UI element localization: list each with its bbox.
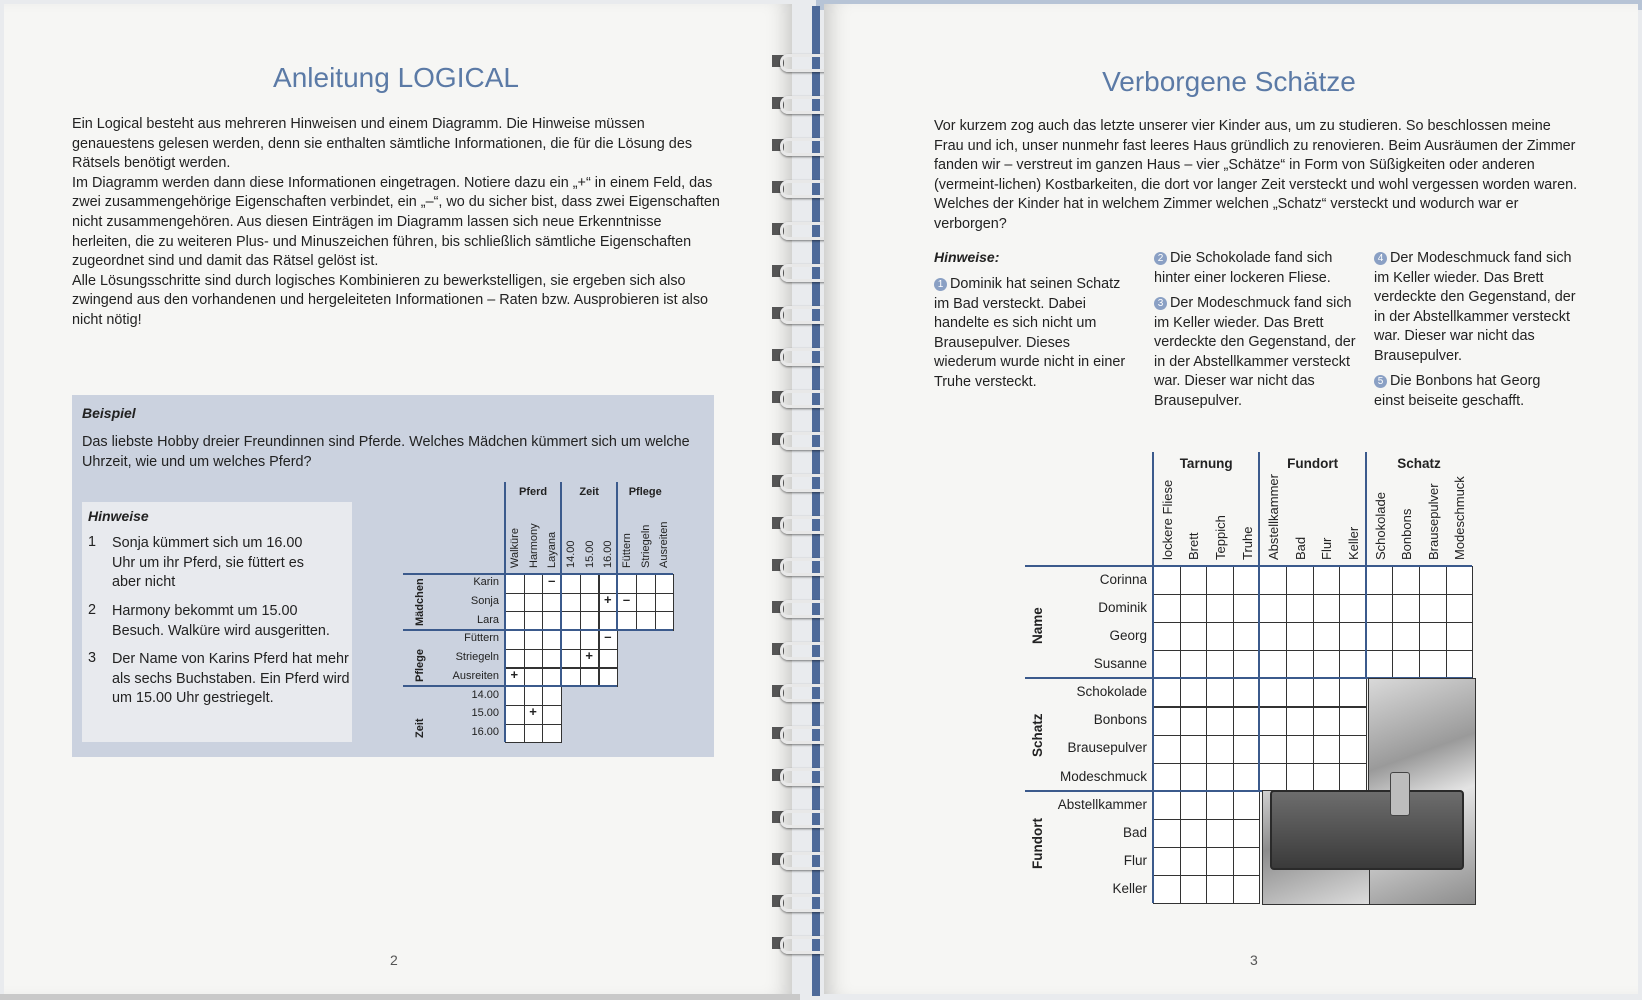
grid-cell [655, 593, 675, 613]
hint-text: Der Name von Karins Pferd hat mehr als sechs Buchstaben. Ein Pferd wird um 15.00 Uhr gestriegelt. [112, 651, 350, 707]
grid-cell [1180, 707, 1208, 736]
column-group-label: Tarnung [1179, 456, 1233, 471]
grid-cell [1153, 763, 1181, 792]
grid-cell [1339, 650, 1367, 679]
column-label: 16.00 [602, 540, 615, 568]
treasure-chest-lock [1390, 772, 1410, 816]
column-label: Ausreiten [658, 521, 671, 568]
grid-cell [1206, 650, 1234, 679]
grid-cell [1153, 819, 1181, 848]
grid-cell [580, 574, 600, 594]
book-cover-edge-left [0, 994, 800, 1000]
grid-cell [1206, 678, 1234, 707]
grid-mark: – [548, 573, 556, 588]
row-label: Schokolade [1076, 684, 1147, 700]
column-group-label: Pflege [628, 486, 662, 498]
row-label: Striegeln [455, 651, 499, 664]
grid-cell [1392, 650, 1420, 679]
grid-mark: – [604, 629, 612, 645]
grid-cell [1180, 819, 1208, 848]
grid-cell [1180, 678, 1208, 707]
group-separator [1152, 452, 1154, 903]
column-label: Schokolade [1372, 492, 1388, 560]
row-label: Corinna [1099, 571, 1147, 587]
hint-text: Harmony bekommt um 15.00 Besuch. Walküre wird ausgeritten. [112, 603, 330, 639]
grid-cell [1339, 678, 1367, 707]
grid-cell [1233, 566, 1261, 595]
hint-number-badge: 5 [1374, 375, 1387, 388]
grid-cell [524, 593, 544, 613]
grid-cell [1153, 791, 1181, 820]
hint-number: 3 [88, 650, 97, 666]
grid-cell [1180, 875, 1208, 904]
hints-heading: Hinweise: [934, 249, 1000, 265]
column-label: Flur [1319, 537, 1335, 560]
grid-mark: + [585, 647, 593, 663]
group-separator [403, 685, 617, 687]
grid-cell [1446, 566, 1474, 595]
grid-cell [505, 686, 525, 706]
grid-cell [1259, 735, 1287, 764]
grid-cell [1313, 622, 1341, 651]
grid-cell [1366, 622, 1394, 651]
row-label: 16.00 [471, 725, 499, 738]
row-label: Brausepulver [1067, 740, 1147, 756]
paragraph: Alle Lösungsschritte sind durch logisches Kombinieren zu bewerkstelligen, sie ergeben sich also zwingend aus den vorhandenen und hergeleiteten Informationen – Raten bzw. Ausprobieren ist also nicht nötig! [72, 272, 709, 328]
row-label: Lara [476, 613, 499, 626]
row-label: Modeschmuck [1059, 768, 1147, 784]
row-group-label: Fundort [1030, 818, 1045, 869]
grid-cell [1180, 566, 1208, 595]
column-label: Walküre [508, 528, 521, 568]
row-label: Susanne [1093, 656, 1147, 672]
row-label: 15.00 [471, 707, 499, 720]
grid-cell [1206, 735, 1234, 764]
grid-mark: + [529, 703, 537, 719]
column-label: Füttern [621, 533, 634, 568]
row-label: Flur [1123, 852, 1147, 868]
page-number: 2 [390, 952, 398, 968]
example-intro: Das liebste Hobby dreier Freundinnen sind Pferde. Welches Mädchen kümmert sich um welche Uhrzeit, wie und um welches Pferd? [82, 434, 690, 470]
grid-cell [1339, 763, 1367, 792]
row-label: Bonbons [1093, 712, 1147, 728]
grid-cell [1313, 594, 1341, 623]
column-label: Abstellkammer [1266, 474, 1282, 560]
grid-cell [1259, 622, 1287, 651]
column-label: Bonbons [1399, 508, 1415, 560]
grid-cell [1339, 594, 1367, 623]
row-label: Sonja [470, 595, 499, 608]
grid-cell [524, 649, 544, 669]
column-label: Modeschmuck [1452, 476, 1468, 560]
grid-cell [1233, 763, 1261, 792]
grid-cell [1286, 678, 1314, 707]
column-label: Layana [546, 531, 559, 568]
row-label: Bad [1122, 824, 1147, 840]
grid-cell [1206, 819, 1234, 848]
grid-mark: + [604, 591, 612, 607]
group-separator [1258, 452, 1260, 791]
column-label: Teppich [1213, 515, 1228, 560]
grid-cell [1153, 566, 1181, 595]
group-separator [1025, 565, 1472, 567]
grid-cell [1313, 566, 1341, 595]
example-hints-box [82, 502, 352, 742]
page-title: Verborgene Schätze [1102, 66, 1356, 97]
grid-cell [1366, 594, 1394, 623]
grid-cell [1233, 735, 1261, 764]
column-group-label: Pferd [518, 486, 548, 498]
grid-cell [1392, 622, 1420, 651]
grid-cell [1366, 650, 1394, 679]
grid-cell [1180, 650, 1208, 679]
hint-number-badge: 3 [1154, 297, 1167, 310]
row-group-label: Schatz [1030, 713, 1045, 757]
row-label: Abstellkammer [1057, 796, 1147, 812]
paragraph: Im Diagramm werden dann diese Informationen eingetragen. Notiere dazu ein „+“ in einem Feld, das zwei zusammengehörige Eigenschaften verbindet, ein „–“, wo du sicher bist, dass zwei Eigenschaften nicht zusammengehören. Aus diesen Einträgen im Diagramm lassen sich neue Erkenntnisse herleiten, die zu weiteren Plus- und Minuszeichen führen, bis schließlich sämtliche Eigenschaften zugeordnet sind und damit das Rätsel gelöst ist. [72, 174, 720, 270]
grid-cell [1206, 763, 1234, 792]
puzzle-intro: Vor kurzem zog auch das letzte unserer vier Kinder aus, um zu studieren. So beschlossen meine Frau und ich, unser nunmehr fast leeres Haus gründlich zu renovieren. Beim Ausräumen der Zimmer fanden wir – verstreut im ganzen Haus – vier „Schätze“ in Form von Süßigkeiten oder anderen (vermeint-lichen) Kostbarkeiten, die dort vor langer Zeit versteckt und wohl vergessen worden waren. Welches der Kinder hat in welchem Zimmer welchen „Schatz“ versteckt und wodurch war er verborgen? [934, 118, 1578, 232]
column-group-label: Schatz [1397, 456, 1441, 471]
column-label: lockere Fliese [1159, 479, 1175, 560]
grid-cell [1153, 875, 1181, 904]
group-separator [403, 573, 673, 575]
grid-cell [1153, 678, 1181, 707]
grid-cell [1180, 763, 1208, 792]
grid-cell [1233, 650, 1261, 679]
row-label: Keller [1112, 880, 1147, 896]
grid-cell [599, 649, 619, 669]
grid-cell [1286, 735, 1314, 764]
column-group-label: Fundort [1287, 456, 1339, 471]
page-title: Anleitung LOGICAL [273, 62, 519, 93]
grid-cell [1153, 622, 1181, 651]
grid-cell [1313, 707, 1341, 736]
row-label: Georg [1109, 628, 1147, 643]
grid-cell [655, 574, 675, 594]
hint-number: 1 [88, 534, 97, 550]
hint-number-badge: 2 [1154, 252, 1167, 265]
grid-cell [1233, 707, 1261, 736]
grid-cell [1233, 819, 1261, 848]
column-label: 15.00 [583, 540, 596, 568]
grid-cell [1446, 594, 1474, 623]
grid-cell [1233, 622, 1261, 651]
row-label: 14.00 [471, 688, 499, 701]
row-group-label: Name [1030, 607, 1045, 645]
grid-cell [1206, 875, 1234, 904]
grid-cell [505, 593, 525, 613]
grid-cell [561, 630, 581, 650]
grid-cell [524, 630, 544, 650]
grid-cell [505, 630, 525, 650]
grid-cell [1153, 707, 1181, 736]
grid-cell [524, 724, 544, 744]
group-separator [403, 629, 673, 631]
grid-cell [1259, 566, 1287, 595]
row-label: Karin [473, 576, 499, 589]
example-hints-heading: Hinweise [88, 508, 149, 524]
grid-cell [1233, 791, 1261, 820]
treasure-chest-body [1270, 790, 1464, 870]
grid-cell [1180, 594, 1208, 623]
grid-cell [561, 649, 581, 669]
grid-cell [1392, 594, 1420, 623]
hint-text: Sonja kümmert sich um 16.00 Uhr um ihr Pferd, sie füttert es aber nicht [112, 535, 304, 591]
grid-cell [1392, 566, 1420, 595]
grid-cell [1313, 678, 1341, 707]
grid-cell [1206, 566, 1234, 595]
column-label: 14.00 [564, 540, 577, 568]
hint-text: Der Modeschmuck fand sich im Keller wieder. Das Brett verdeckte den Gegenstand, der in der Abstellkammer versteckt war. Dieser war nicht das Brausepulver. [1154, 295, 1356, 409]
grid-cell [1233, 594, 1261, 623]
column-label: Truhe [1239, 526, 1255, 560]
page-number: 3 [1250, 952, 1258, 968]
grid-cell [505, 705, 525, 725]
row-label: Dominik [1098, 599, 1147, 615]
grid-cell [1206, 847, 1234, 876]
group-separator [504, 482, 506, 742]
grid-cell [1446, 650, 1474, 679]
grid-cell [524, 574, 544, 594]
grid-cell [1446, 622, 1474, 651]
hint-5 [1374, 372, 1574, 411]
column-label: Brett [1186, 532, 1202, 560]
column-label: Keller [1346, 526, 1361, 560]
grid-cell [1259, 763, 1287, 792]
grid-cell [1206, 622, 1234, 651]
grid-cell [1233, 847, 1261, 876]
grid-mark: – [622, 591, 631, 607]
grid-cell [561, 593, 581, 613]
grid-cell [1259, 707, 1287, 736]
hint-number: 2 [88, 602, 97, 618]
grid-mark: + [510, 666, 519, 682]
grid-cell [1286, 622, 1314, 651]
grid-cell [1419, 594, 1447, 623]
grid-cell [580, 593, 600, 613]
grid-cell [1419, 622, 1447, 651]
grid-cell [1180, 791, 1208, 820]
instructions-text [72, 115, 722, 331]
grid-cell [1339, 735, 1367, 764]
example-heading: Beispiel [82, 405, 136, 421]
row-group-label: Zeit [414, 718, 426, 739]
grid-cell [636, 574, 656, 594]
row-label: Ausreiten [452, 669, 499, 682]
hint-4 [1374, 249, 1579, 367]
column-label: Harmony [527, 523, 540, 568]
grid-cell [1366, 566, 1394, 595]
grid-cell [1313, 650, 1341, 679]
hint-1 [934, 275, 1134, 393]
grid-cell [1233, 678, 1261, 707]
grid-cell [1180, 622, 1208, 651]
grid-cell [505, 724, 525, 744]
grid-cell [1286, 566, 1314, 595]
grid-cell [1339, 622, 1367, 651]
column-label: Bad [1292, 536, 1308, 560]
grid-cell [1153, 735, 1181, 764]
grid-cell [1313, 763, 1341, 792]
grid-cell [561, 574, 581, 594]
grid-cell [1286, 707, 1314, 736]
column-label: Brausepulver [1425, 483, 1441, 560]
grid-cell [1313, 735, 1341, 764]
hint-3 [1154, 294, 1359, 412]
grid-cell [1339, 707, 1367, 736]
grid-cell [1286, 763, 1314, 792]
grid-cell [1419, 650, 1447, 679]
grid-cell [1153, 847, 1181, 876]
grid-cell [636, 593, 656, 613]
column-label: Striegeln [639, 524, 652, 568]
hint-2 [1154, 249, 1354, 288]
grid-cell [1259, 678, 1287, 707]
row-group-label: Pflege [414, 649, 426, 683]
grid-cell [1286, 594, 1314, 623]
row-group-label: Mädchen [414, 578, 426, 627]
hint-text: Die Schokolade fand sich hinter einer lockeren Fliese. [1154, 250, 1333, 286]
grid-cell [542, 686, 562, 706]
grid-cell [542, 724, 562, 744]
grid-cell [1153, 650, 1181, 679]
row-label: Füttern [464, 632, 499, 645]
hint-text: Dominik hat seinen Schatz im Bad versteckt. Dabei handelte es sich nicht um Brausepulver. Dieses wiederum wurde nicht in einer Truhe versteckt. [934, 276, 1126, 390]
grid-cell [1339, 566, 1367, 595]
grid-cell [1419, 566, 1447, 595]
hint-number-badge: 4 [1374, 252, 1387, 265]
grid-cell [1286, 650, 1314, 679]
grid-cell [1259, 650, 1287, 679]
grid-cell [1153, 594, 1181, 623]
hint-number-badge: 1 [934, 278, 947, 291]
column-group-label: Zeit [579, 486, 599, 498]
grid-cell [505, 574, 525, 594]
grid-cell [1206, 707, 1234, 736]
grid-cell [1206, 791, 1234, 820]
grid-cell [1233, 875, 1261, 904]
grid-cell [1259, 594, 1287, 623]
paragraph: Ein Logical besteht aus mehreren Hinweisen und einem Diagramm. Die Hinweise müssen genauestens gelesen werden, denn sie enthalten sämtliche Informationen, die für die Lösung des Rätsels benötigt werden. [72, 116, 693, 172]
hint-text: Die Bonbons hat Georg einst beiseite geschafft. [1374, 373, 1541, 409]
grid-cell [542, 705, 562, 725]
hint-text: Der Modeschmuck fand sich im Keller wieder. Das Brett verdeckte den Gegenstand, der in der Abstellkammer versteckt war. Dieser war nicht das Brausepulver. [1374, 250, 1576, 364]
grid-cell [1206, 594, 1234, 623]
grid-cell [1180, 735, 1208, 764]
grid-cell [1180, 847, 1208, 876]
